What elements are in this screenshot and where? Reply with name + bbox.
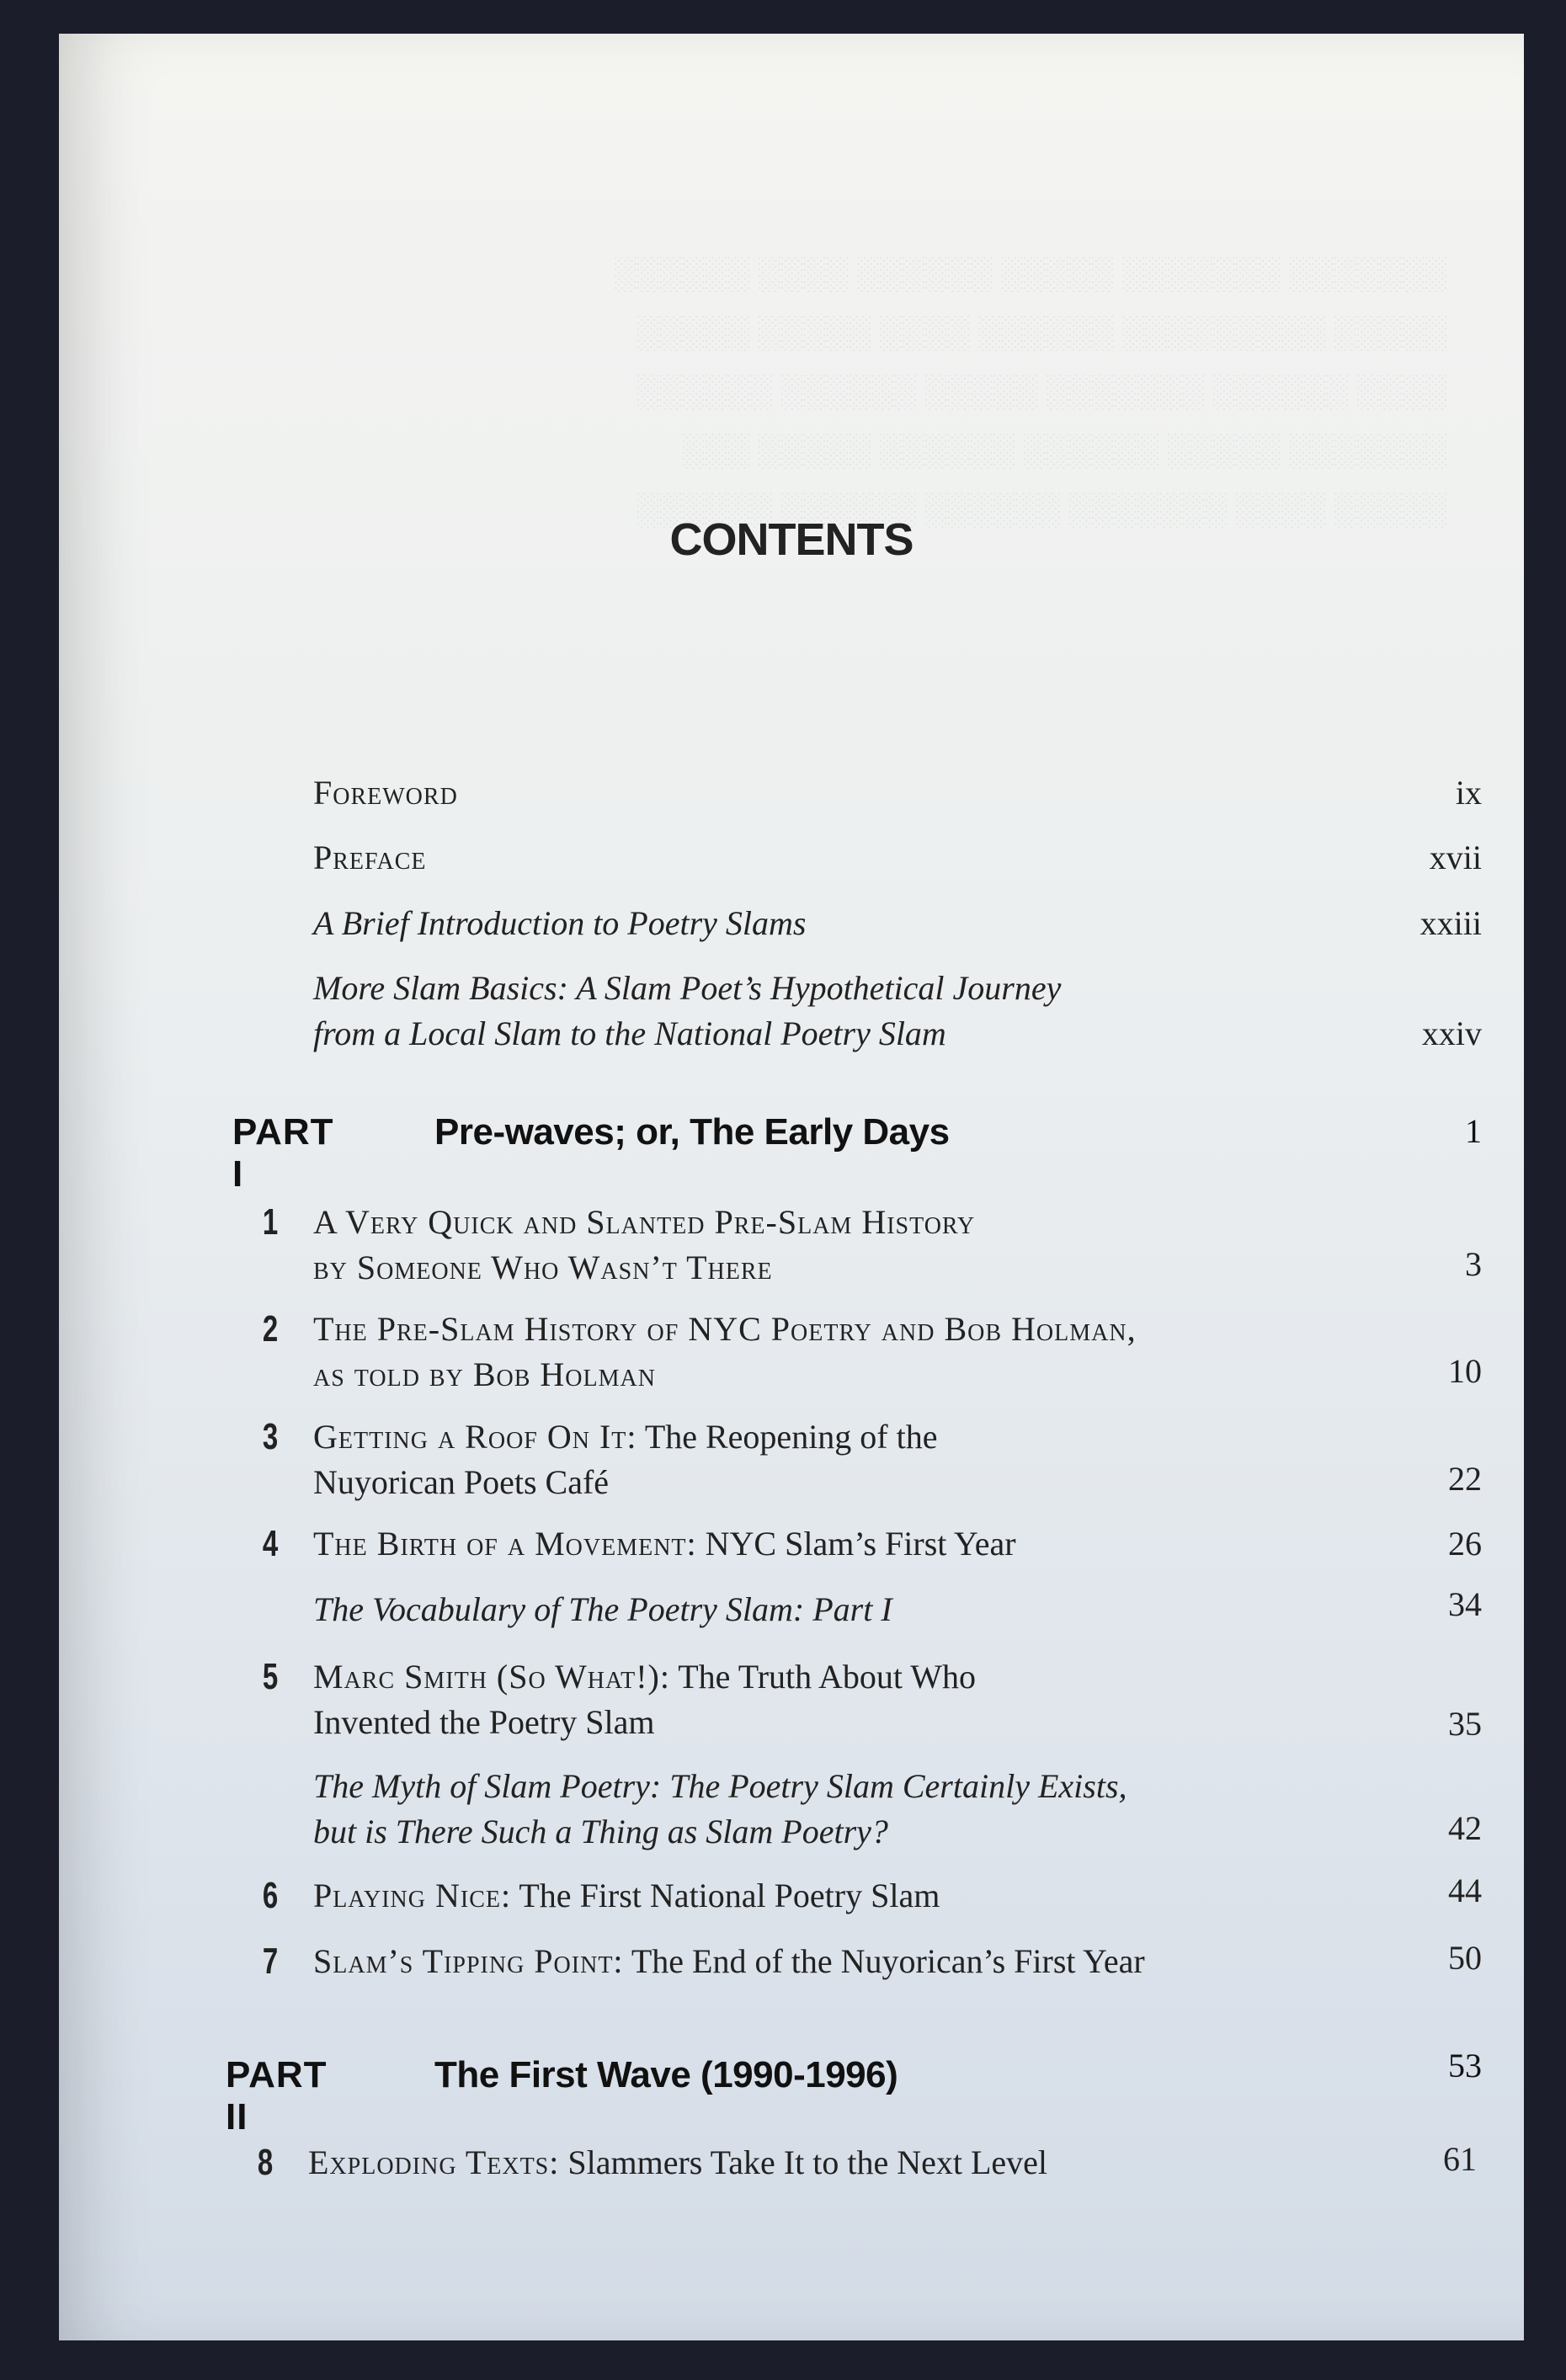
chapter-number: 5: [262, 1656, 279, 1697]
entry-title: [313, 1200, 1281, 1291]
entry-title: A Brief Introduction to Poetry Slams: [313, 904, 807, 942]
page-number: 42: [1448, 1809, 1482, 1847]
entry-title-line1: The Myth of Slam Poetry: The Poetry Slam Certainly Exists,: [313, 1767, 1127, 1805]
page-number: 34: [1448, 1585, 1482, 1623]
chapter-number: 7: [262, 1941, 279, 1982]
page-number: xxiii: [1420, 904, 1482, 942]
part-label: PART II: [226, 2054, 328, 2138]
chapter-number: 4: [262, 1523, 279, 1564]
entry-title-smallcaps: Getting a Roof On It:: [313, 1418, 637, 1456]
page-number: 50: [1448, 1939, 1482, 1977]
part-label: PART I: [232, 1111, 334, 1195]
page-number: 1: [1465, 1112, 1482, 1150]
entry-title-smallcaps: Playing Nice:: [313, 1877, 512, 1914]
entry-title: [313, 1307, 1281, 1398]
page-number: xvii: [1429, 839, 1482, 876]
chapter-number: 6: [262, 1875, 279, 1916]
entry-title-line1: The Pre-Slam History of NYC Poetry and Bob Holman,: [313, 1310, 1137, 1348]
page-number: 22: [1448, 1460, 1482, 1498]
entry-title-line1: More Slam Basics: A Slam Poet’s Hypothetical Journey: [313, 969, 1062, 1007]
entry-title: [313, 1873, 1281, 1919]
entry-title-line2: but is There Such a Thing as Slam Poetry?: [313, 1813, 888, 1850]
entry-title: Foreword: [313, 774, 458, 812]
entry-title-line2: Nuyorican Poets Café: [313, 1463, 610, 1501]
page-number: 10: [1448, 1352, 1482, 1390]
page-number: 3: [1465, 1245, 1482, 1283]
entry-title-smallcaps: Slam’s Tipping Point:: [313, 1942, 624, 1980]
page-number: 35: [1448, 1705, 1482, 1743]
entry-title-rest: Slammers Take It to the Next Level: [567, 2143, 1048, 2181]
entry-title: [313, 1939, 1281, 1984]
entry-title-smallcaps: Exploding Texts:: [308, 2143, 560, 2181]
page-number: 53: [1448, 2047, 1482, 2084]
entry-title-line2: Invented the Poetry Slam: [313, 1703, 655, 1741]
entry-title: Preface: [313, 839, 427, 876]
book-page: [59, 34, 1524, 2340]
page-title: CONTENTS: [669, 514, 914, 565]
entry-title: [313, 1764, 1281, 1855]
entry-title: [313, 1521, 1281, 1567]
part-title: The First Wave (1990-1996): [434, 2054, 898, 2095]
chapter-number: 3: [262, 1416, 279, 1457]
entry-title-smallcaps: The Birth of a Movement:: [313, 1525, 697, 1563]
bleed-through-text: ░░░░░░░ ░░░░░░░ ░░░░░ ░░░░░░ ░░░░ ░░░░░░ ░░░░░ ░░░░░░░░░ ░░░░░░ ░░░░ ░░░░░ ░░░░░ ░░░░ ░░░░░░ ░░░░░░░ ░░░░░ ░░░░░░ ░░░░░░ ░░░░░░░ ░░░░░ ░░░░░░ ░░░░░░ ░░░░░ ░░░ ░░░░░ ░░░░ ░░░░░░░ ░░░░░░ ░░░░░░ ░░░░░░: [615, 256, 1448, 527]
entry-title-rest: The Truth About Who: [678, 1658, 976, 1696]
entry-title-rest: The First National Poetry Slam: [519, 1877, 940, 1914]
entry-title-smallcaps: Marc Smith (So What!):: [313, 1658, 670, 1696]
page-number: ix: [1455, 774, 1482, 812]
entry-title-rest: The Reopening of the: [644, 1418, 938, 1456]
chapter-number: 8: [257, 2142, 274, 2183]
page-number: xxiv: [1421, 1014, 1482, 1052]
chapter-number: 1: [262, 1201, 279, 1243]
chapter-number: 2: [262, 1308, 279, 1350]
entry-title: [313, 966, 1281, 1057]
entry-title-rest: The End of the Nuyorican’s First Year: [631, 1942, 1145, 1980]
entry-title-line1: A Very Quick and Slanted Pre-Slam History: [313, 1203, 976, 1241]
part-title: Pre-waves; or, The Early Days: [434, 1111, 950, 1153]
entry-title: [313, 1414, 1281, 1505]
entry-title-line2: as told by Bob Holman: [313, 1355, 656, 1393]
page-number: 61: [1443, 2140, 1477, 2178]
entry-title: [313, 1654, 1281, 1745]
entry-title: The Vocabulary of The Poetry Slam: Part I: [313, 1590, 892, 1628]
entry-title-line2: by Someone Who Wasn’t There: [313, 1249, 773, 1286]
page-number: 44: [1448, 1872, 1482, 1909]
entry-title: [308, 2140, 1276, 2186]
entry-title-rest: NYC Slam’s First Year: [705, 1525, 1016, 1563]
entry-title-line2: from a Local Slam to the National Poetry Slam: [313, 1014, 946, 1052]
page-number: 26: [1448, 1525, 1482, 1563]
